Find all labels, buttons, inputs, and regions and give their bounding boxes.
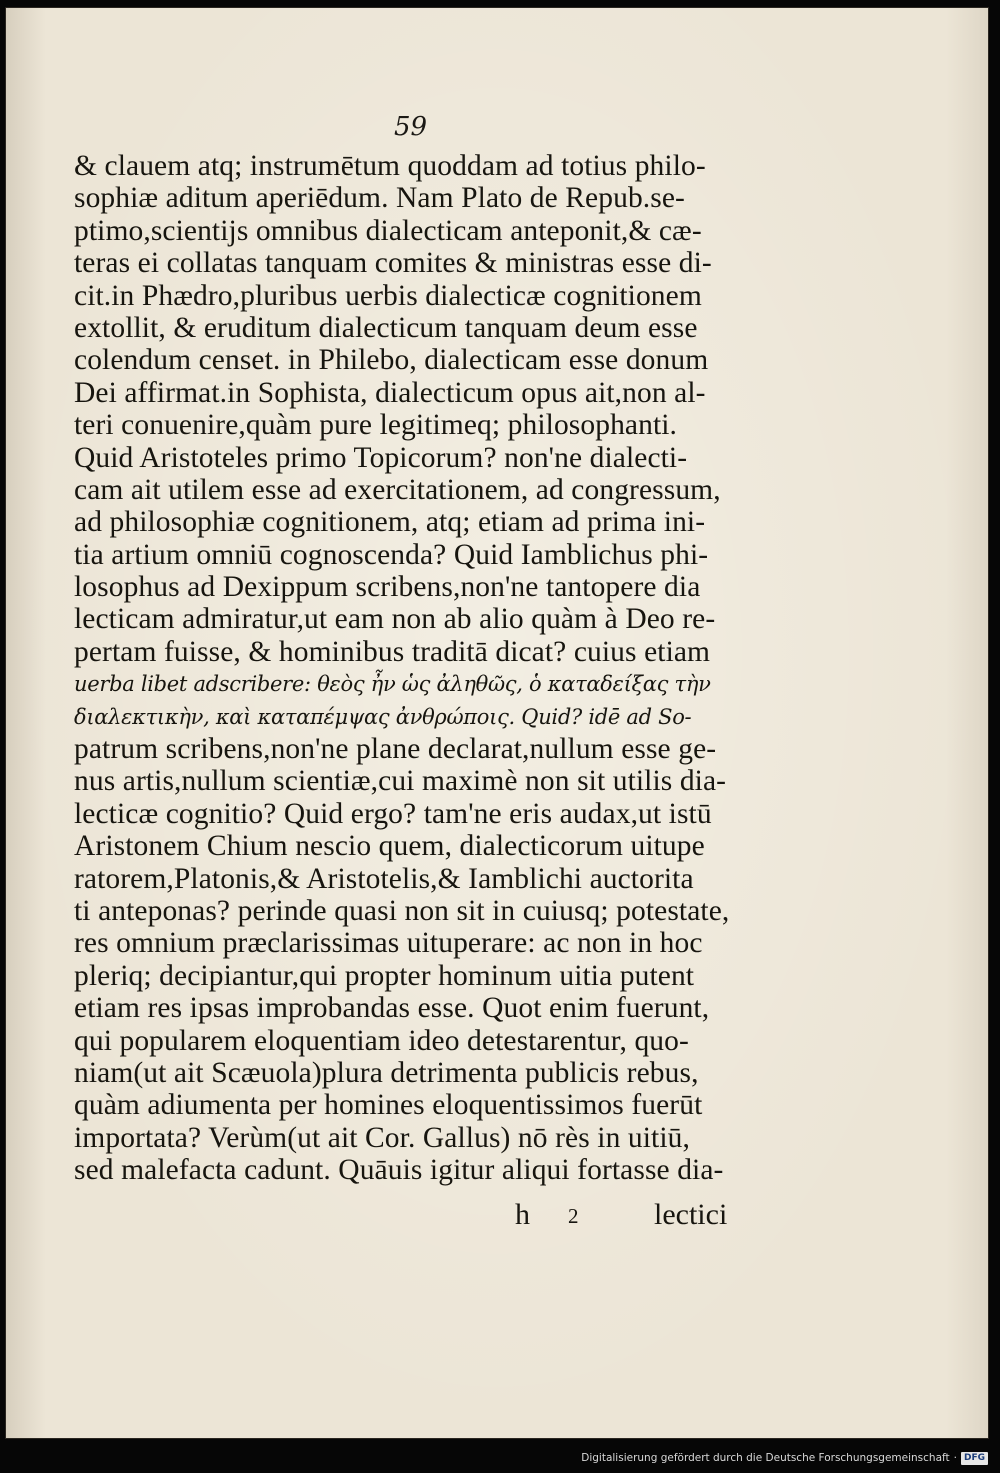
catchline [6,1198,1000,1234]
text-line: Aristonem Chium nescio quem, dialecticorum uitupe [74,830,705,863]
text-line-greek: uerba libet adscribere: θεὸς ἦν ὡς ἀληθῶς, ὁ καταδείξας τὴν [74,672,711,697]
credit-text: Digitalisierung gefördert durch die Deutsche Forschungsgemeinschaft [581,1452,950,1464]
text-line: sophiæ aditum aperiēdum. Nam Plato de Repub.se- [74,182,685,215]
text-line: Quid Aristoteles primo Topicorum? non'ne dialecti- [74,441,688,474]
text-line: ti anteponas? perinde quasi non sit in cuiusq; potestate, [74,894,730,927]
text-line: importata? Verùm(ut ait Cor. Gallus) nō rès in uitiū, [74,1121,690,1154]
text-line: quàm adiumenta per homines eloquentissimos fuerūt [74,1089,703,1122]
text-line: extollit, & eruditum dialecticum tanquam deum esse [74,311,698,344]
text-line: res omnium præclarissimas uituperare: ac non in hoc [74,927,703,960]
text-line: qui popularem eloquentiam ideo detestarentur, quo- [74,1024,689,1057]
text-line: sed malefacta cadunt. Quāuis igitur aliqui fortasse dia- [74,1154,724,1187]
signature-mark: h [515,1198,530,1231]
credit-separator: · [953,1452,957,1464]
text-line: pleriq; decipiantur,qui propter hominum uitia putent [74,959,695,992]
text-line: cam ait utilem esse ad exercitationem, ad congressum, [74,473,721,506]
page-number: 59 [394,112,428,142]
text-line: teras ei collatas tanquam comites & ministras esse di- [74,247,712,280]
digitization-credit [581,1449,988,1467]
dfg-logo-icon: DFG [961,1452,988,1465]
text-line: losophus ad Dexippum scribens,non'ne tantopere dia [74,571,701,604]
text-line: & clauem atq; instrumētum quoddam ad totius philo- [74,150,706,182]
book-page [6,8,988,1438]
text-line: tia artium omniū cognoscenda? Quid Iamblichus phi- [74,538,709,571]
text-line: niam(ut ait Scæuola)plura detrimenta publicis rebus, [74,1056,699,1089]
text-line: lecticam admiratur,ut eam non ab alio quàm à Deo re- [74,603,716,636]
text-line: teri conuenire,quàm pure legitimeq; philosophanti. [74,409,678,442]
catchword: lectici [654,1198,728,1231]
text-line: lecticæ cognitio? Quid ergo? tam'ne eris audax,ut istū [74,797,712,830]
page-text [74,150,774,1187]
text-line: patrum scribens,non'ne plane declarat,nullum esse ge- [74,733,717,766]
text-line: Dei affirmat.in Sophista, dialecticum opus ait,non al- [74,376,706,409]
text-line: etiam res ipsas improbandas esse. Quot enim fuerunt, [74,992,710,1025]
text-line: ratorem,Platonis,& Aristotelis,& Iamblichi auctorita [74,862,694,895]
text-line: nus artis,nullum scientiæ,cui maximè non sit utilis dia- [74,765,727,798]
text-line: ptimo,scientijs omnibus dialecticam anteponit,& cæ- [74,214,702,247]
text-line: pertam fuisse, & hominibus traditā dicat? cuius etiam [74,635,711,668]
text-line: cit.in Phædro,pluribus uerbis dialecticæ cognitionem [74,279,702,312]
signature-number: 2 [568,1204,579,1228]
text-line: colendum censet. in Philebo, dialecticam esse donum [74,344,709,377]
text-line-greek: διαλεκτικὴν, καὶ καταπέμψας ἀνθρώποις. Quid? idē ad So- [74,704,692,729]
text-line: ad philosophiæ cognitionem, atq; etiam ad prima ini- [74,506,706,539]
